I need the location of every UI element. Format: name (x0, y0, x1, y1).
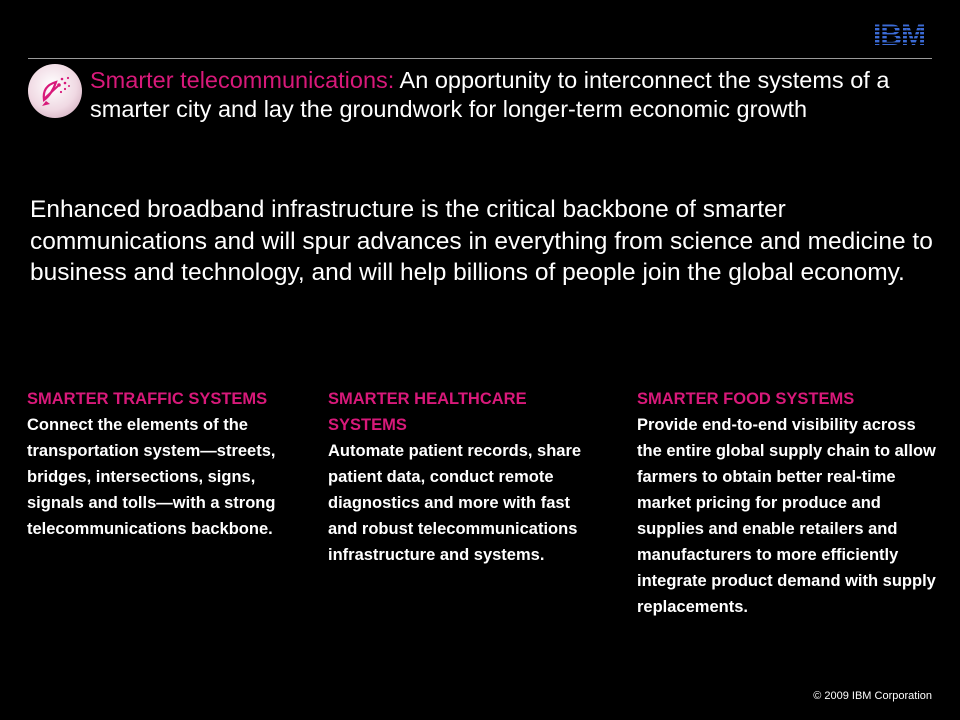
satellite-dish-icon (28, 64, 82, 118)
column-title: SMARTER FOOD SYSTEMS (637, 390, 855, 408)
column-title: SMARTER TRAFFIC SYSTEMS (27, 390, 268, 408)
column-body: Automate patient records, share patient data, conduct remote diagnostics and more with fast and robust telecommunications infrastructure and systems. (328, 442, 582, 564)
slide-title (90, 66, 930, 124)
ibm-logo-text: IBM (873, 20, 925, 52)
column-healthcare (328, 386, 603, 568)
column-body: Provide end-to-end visibility across the entire global supply chain to allow farmers to obtain better real-time market pricing for produce and supplies and enable retailers and manufacturers to more efficiently integrate product demand with supply replacements. (637, 416, 936, 616)
header-divider (28, 58, 932, 59)
ibm-logo (866, 20, 932, 52)
column-body: Connect the elements of the transportation system—streets, bridges, intersections, signs, signals and tolls—with a strong telecommunications backbone. (27, 416, 276, 538)
column-traffic (27, 386, 297, 542)
column-title: SMARTER HEALTHCARE SYSTEMS (328, 390, 527, 434)
column-food (637, 386, 937, 620)
title-accent: Smarter telecommunications: (90, 67, 395, 93)
copyright-notice: © 2009 IBM Corporation (813, 690, 932, 702)
title-text: An opportunity to interconnect the systems of a smarter city and lay the groundwork for longer-term economic growth (90, 67, 890, 122)
intro-paragraph: Enhanced broadband infrastructure is the critical backbone of smarter communications and will spur advances in everything from science and medicine to business and technology, and will help billions of people join the global economy. (30, 196, 933, 286)
